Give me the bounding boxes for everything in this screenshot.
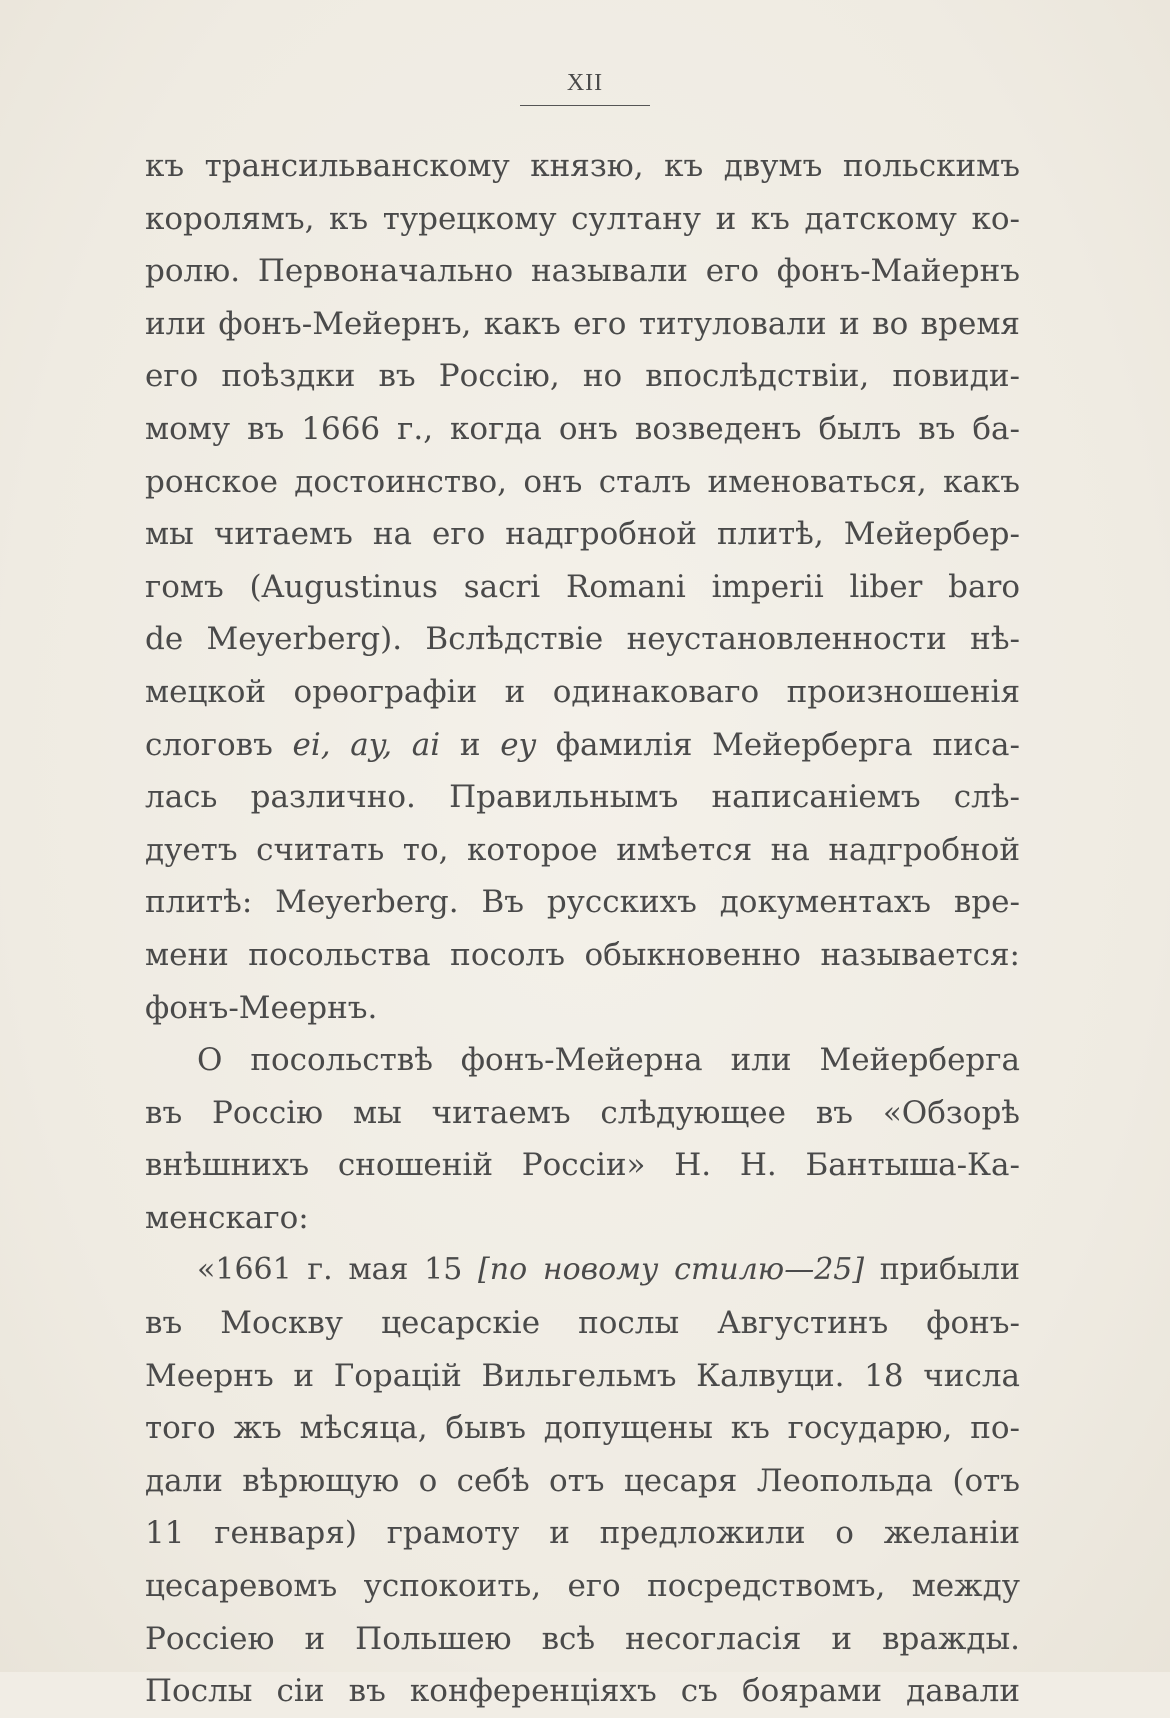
text-line: Меернъ и Горацій Вильгельмъ Калвуци. 18 числа bbox=[145, 1357, 1020, 1394]
text-line: Россіею и Польшею всѣ несогласія и вражды. bbox=[145, 1620, 1020, 1657]
text-line: въ Москву цесарскіе послы Августинъ фонъ- bbox=[145, 1305, 1020, 1342]
text-line: мени посольства посолъ обыкновенно называется: bbox=[145, 936, 1020, 973]
text-line: Послы сіи въ конференціяхъ съ боярами давали bbox=[145, 1673, 1020, 1710]
text-line: мецкой орѳографіи и одинаковаго произношенія bbox=[145, 673, 1020, 710]
text-line: фонъ-Меернъ. bbox=[145, 989, 378, 1026]
text-line: плитѣ: Meyerberg. Въ русскихъ документахъ вре- bbox=[145, 884, 1020, 921]
text-line: того жъ мѣсяца, бывъ допущены къ государю, по- bbox=[145, 1410, 1020, 1447]
text-line: О посольствѣ фонъ-Мейерна или Мейерберга bbox=[197, 1042, 1020, 1079]
page-number: XII bbox=[566, 70, 604, 96]
text-line: 11 генваря) грамоту и предложили о желаніи bbox=[145, 1515, 1020, 1552]
text-line: de Meyerberg). Вслѣдствіе неустановленности нѣ- bbox=[145, 621, 1020, 658]
text-line: ролю. Первоначально называли его фонъ-Майернъ bbox=[145, 253, 1020, 290]
text-line: дуетъ считать то, которое имѣется на надгробной bbox=[145, 831, 1020, 868]
text-line: королямъ, къ турецкому султану и къ датскому ко- bbox=[145, 200, 1020, 237]
text-line: въ Россію мы читаемъ слѣдующее въ «Обзорѣ bbox=[145, 1094, 1020, 1131]
text-line: слоговъ ei, ay, ai и ey фамилія Мейерберга писа- bbox=[145, 726, 1020, 763]
text-line: мы читаемъ на его надгробной плитѣ, Мейербер- bbox=[145, 516, 1020, 553]
text-line: менскаго: bbox=[145, 1199, 309, 1236]
text-line: гомъ (Augustinus sacri Romani imperii liber baro bbox=[145, 568, 1020, 605]
page-header bbox=[0, 70, 1170, 97]
text-line: внѣшнихъ сношеній Россіи» Н. Н. Бантыша-Ка- bbox=[145, 1147, 1020, 1184]
body-text bbox=[145, 140, 1020, 1718]
text-line: цесаревомъ успокоить, его посредствомъ, между bbox=[145, 1568, 1020, 1605]
text-line: къ трансильванскому князю, къ двумъ польскимъ bbox=[145, 148, 1020, 184]
text-line: «1661 г. мая 15 [по новому стилю—25] прибыли bbox=[197, 1252, 1020, 1288]
header-rule bbox=[520, 105, 650, 106]
text-line: его поѣздки въ Россію, но впослѣдствіи, повиди- bbox=[145, 358, 1020, 395]
text-line: ронское достоинство, онъ сталъ именоваться, какъ bbox=[145, 463, 1020, 500]
text-line: лась различно. Правильнымъ написаніемъ слѣ- bbox=[145, 779, 1020, 816]
text-line: или фонъ-Мейернъ, какъ его титуловали и во время bbox=[145, 305, 1020, 342]
text-line: мому въ 1666 г., когда онъ возведенъ былъ въ ба- bbox=[145, 410, 1020, 447]
text-line: дали вѣрющую о себѣ отъ цесаря Леопольда (отъ bbox=[145, 1462, 1020, 1499]
